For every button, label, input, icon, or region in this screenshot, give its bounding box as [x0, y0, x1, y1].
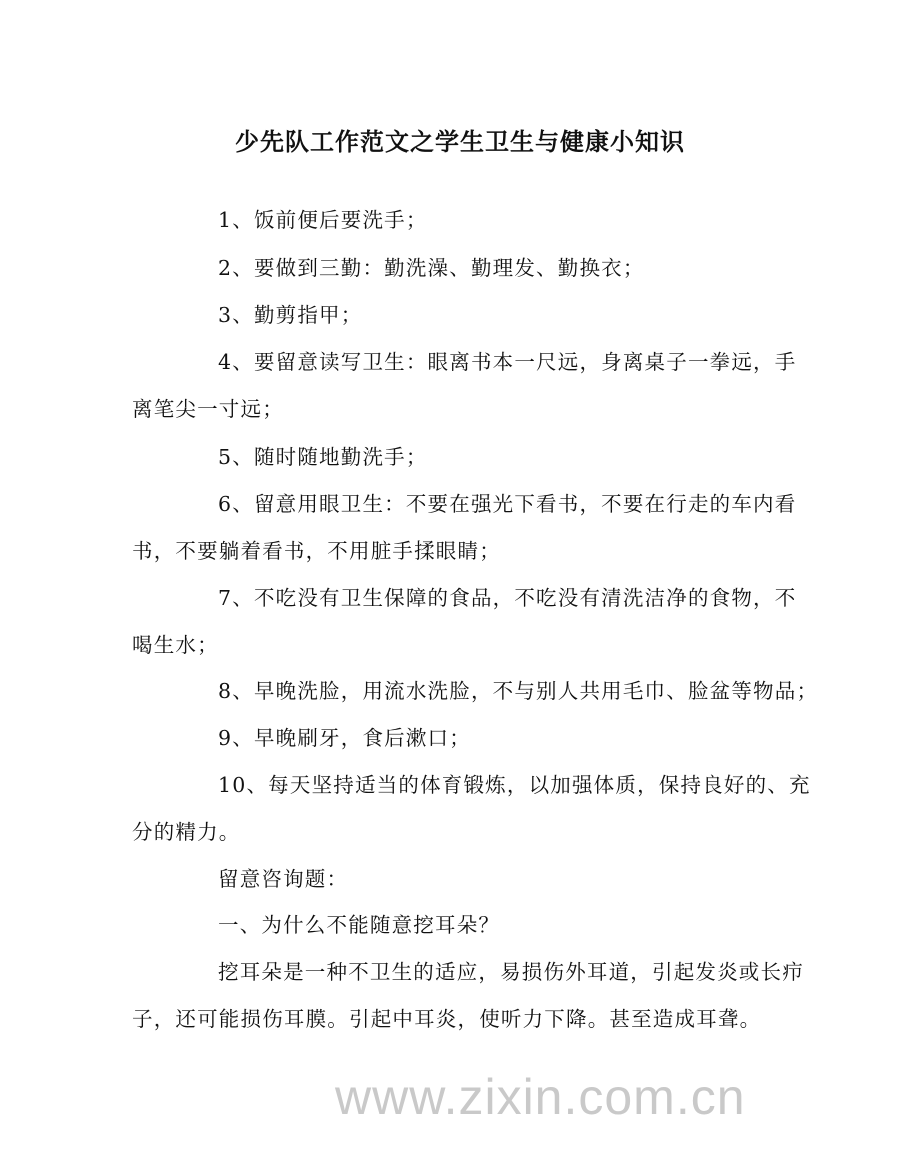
list-item-7: 7、不吃没有卫生保障的食品，不吃没有清洗洁净的食物，不: [218, 586, 797, 610]
answer-paragraph: 挖耳朵是一种不卫生的适应，易损伤外耳道，引起发炎或长疖: [218, 960, 804, 984]
list-item-2: 2、要做到三勤：勤洗澡、勤理发、勤换衣；: [218, 256, 645, 280]
list-item-6: 6、留意用眼卫生：不要在强光下看书，不要在行走的车内看: [218, 492, 797, 516]
list-item-8: 8、早晚洗脸，用流水洗脸，不与别人共用毛巾、脸盆等物品；: [218, 679, 819, 703]
question-heading: 一、为什么不能随意挖耳朵？: [218, 913, 501, 937]
answer-paragraph-cont: 子，还可能损伤耳膜。引起中耳炎，使听力下降。甚至造成耳聋。: [132, 1007, 762, 1031]
section-heading: 留意咨询题：: [218, 867, 349, 891]
list-item-5: 5、随时随地勤洗手；: [218, 445, 428, 469]
list-item-7-cont: 喝生水；: [132, 633, 219, 657]
list-item-10-cont: 分的精力。: [132, 820, 241, 844]
list-item-10: 10、每天坚持适当的体育锻炼，以加强体质，保持良好的、充: [218, 773, 811, 797]
document-title: 少先队工作范文之学生卫生与健康小知识: [235, 127, 685, 156]
list-item-4-cont: 离笔尖一寸远；: [132, 397, 284, 421]
list-item-9: 9、早晚刷牙，食后漱口；: [218, 726, 471, 750]
list-item-6-cont: 书，不要躺着看书，不用脏手揉眼睛；: [132, 539, 501, 563]
list-item-1: 1、饭前便后要洗手；: [218, 208, 428, 232]
list-item-4: 4、要留意读写卫生：眼离书本一尺远，身离桌子一拳远，手: [218, 350, 797, 374]
list-item-3: 3、勤剪指甲；: [218, 303, 363, 327]
watermark: www.zixin.com.cn: [335, 1069, 746, 1125]
